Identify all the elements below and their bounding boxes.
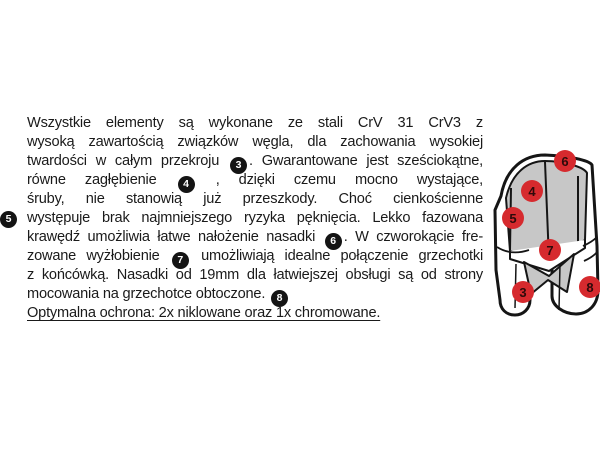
text-segment: z końcówką. Nasadki od 19mm dla łatwiejszej obsługi są od strony	[27, 267, 483, 283]
callout-badge-4: 4	[178, 176, 195, 193]
callout-badge-8: 8	[271, 290, 288, 307]
text-segment: Wszystkie elementy są wykonane ze stali CrV 31 CrV3 z	[27, 115, 483, 131]
text-line	[5, 209, 483, 228]
text-line	[27, 171, 483, 190]
text-line	[27, 190, 483, 209]
callout-badge-5: 5	[0, 211, 17, 228]
text-line	[27, 266, 483, 285]
text-line	[27, 285, 483, 304]
text-line	[27, 114, 483, 133]
callout-badge-7: 7	[172, 252, 189, 269]
paragraph	[5, 114, 484, 323]
text-line	[27, 304, 483, 323]
socket-cutaway-illustration	[486, 150, 600, 320]
text-segment: krawędź umożliwia łatwe nałożenie nasadki	[27, 229, 323, 245]
text-segment: śruby, nie stanowią już przeszkody. Choć cienkościenne	[27, 191, 483, 207]
text-segment: umożliwiają idealne połączenie grzechotki	[190, 248, 483, 264]
diagram-badge-7: 7	[539, 239, 561, 261]
diagram-badge-8: 8	[579, 276, 600, 298]
text-line	[27, 228, 483, 247]
text-segment: . Gwarantowane jest sześciokątne,	[249, 153, 484, 169]
diagram-badge-3: 3	[512, 281, 534, 303]
text-segment: , dzięki czemu mocno wystające,	[196, 172, 483, 188]
callout-badge-6: 6	[325, 233, 342, 250]
text-segment: mocowania na grzechotce obtoczone.	[27, 286, 270, 302]
callout-badge-3: 3	[230, 157, 247, 174]
text-line	[27, 247, 483, 266]
diagram-badge-5: 5	[502, 207, 524, 229]
text-segment: równe zagłębienie	[27, 172, 176, 188]
text-line	[27, 152, 483, 171]
text-line	[27, 133, 483, 152]
text-segment: wysoką zawartością związków węgla, dla zachowania wysokiej	[27, 134, 483, 150]
text-segment: zowane wyżłobienie	[27, 248, 170, 264]
diagram-badge-6: 6	[554, 150, 576, 172]
text-segment: występuje brak najmniejszego ryzyka pęknięcia. Lekko fazowana	[27, 210, 483, 226]
text-segment: . W czworokącie fre-	[343, 229, 483, 245]
text-segment: Optymalna ochrona: 2x niklowane oraz 1x chromowane.	[27, 305, 381, 321]
text-segment: twardości w całym przekroju	[27, 153, 229, 169]
diagram-badge-4: 4	[521, 180, 543, 202]
